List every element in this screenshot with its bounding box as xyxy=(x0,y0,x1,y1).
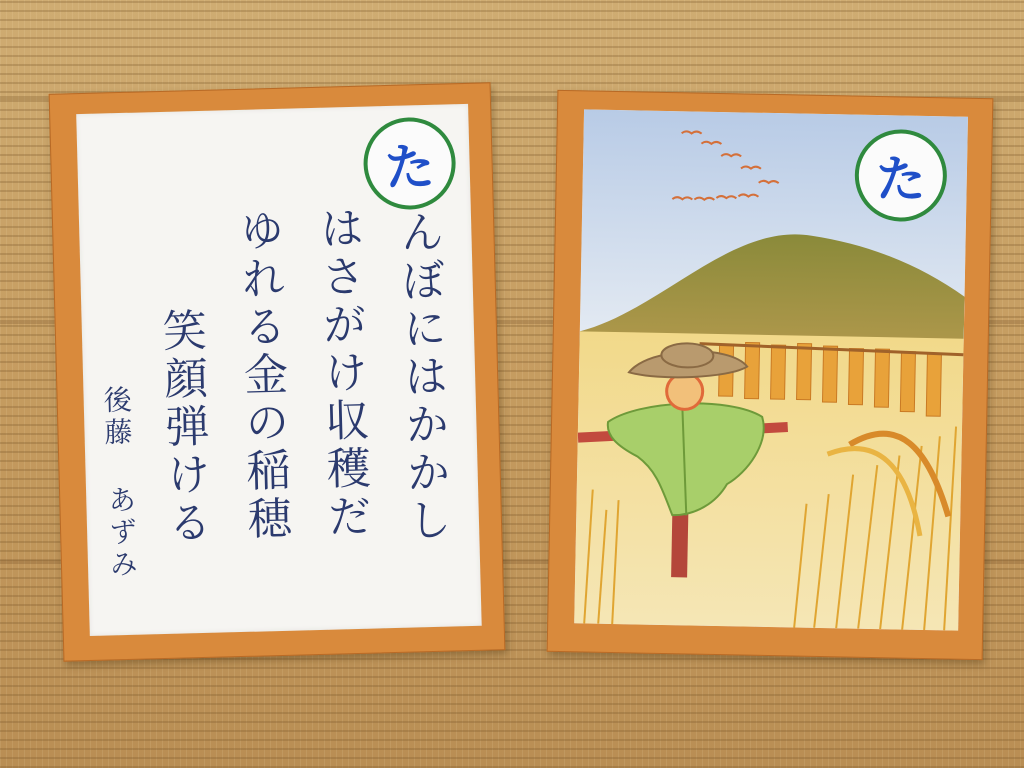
picture-card-paper xyxy=(574,109,968,630)
reading-card-kana: た xyxy=(383,137,436,198)
reading-card-paper xyxy=(76,104,482,636)
author-given-name: あずみ xyxy=(103,484,140,582)
poem-line-4: 笑顔弾ける xyxy=(154,306,212,549)
picture-card-kana: た xyxy=(875,149,927,209)
reading-card-kana-badge xyxy=(362,116,456,210)
author-family-name: 後藤 xyxy=(99,384,134,450)
poem-line-1: んぼにはかかし xyxy=(391,208,452,546)
poem-line-2: はさがけ収穫だ xyxy=(311,204,372,542)
poem-line-3: ゆれる金の稲穂 xyxy=(231,206,292,545)
reading-card[interactable] xyxy=(49,82,506,661)
picture-card[interactable] xyxy=(547,90,994,660)
